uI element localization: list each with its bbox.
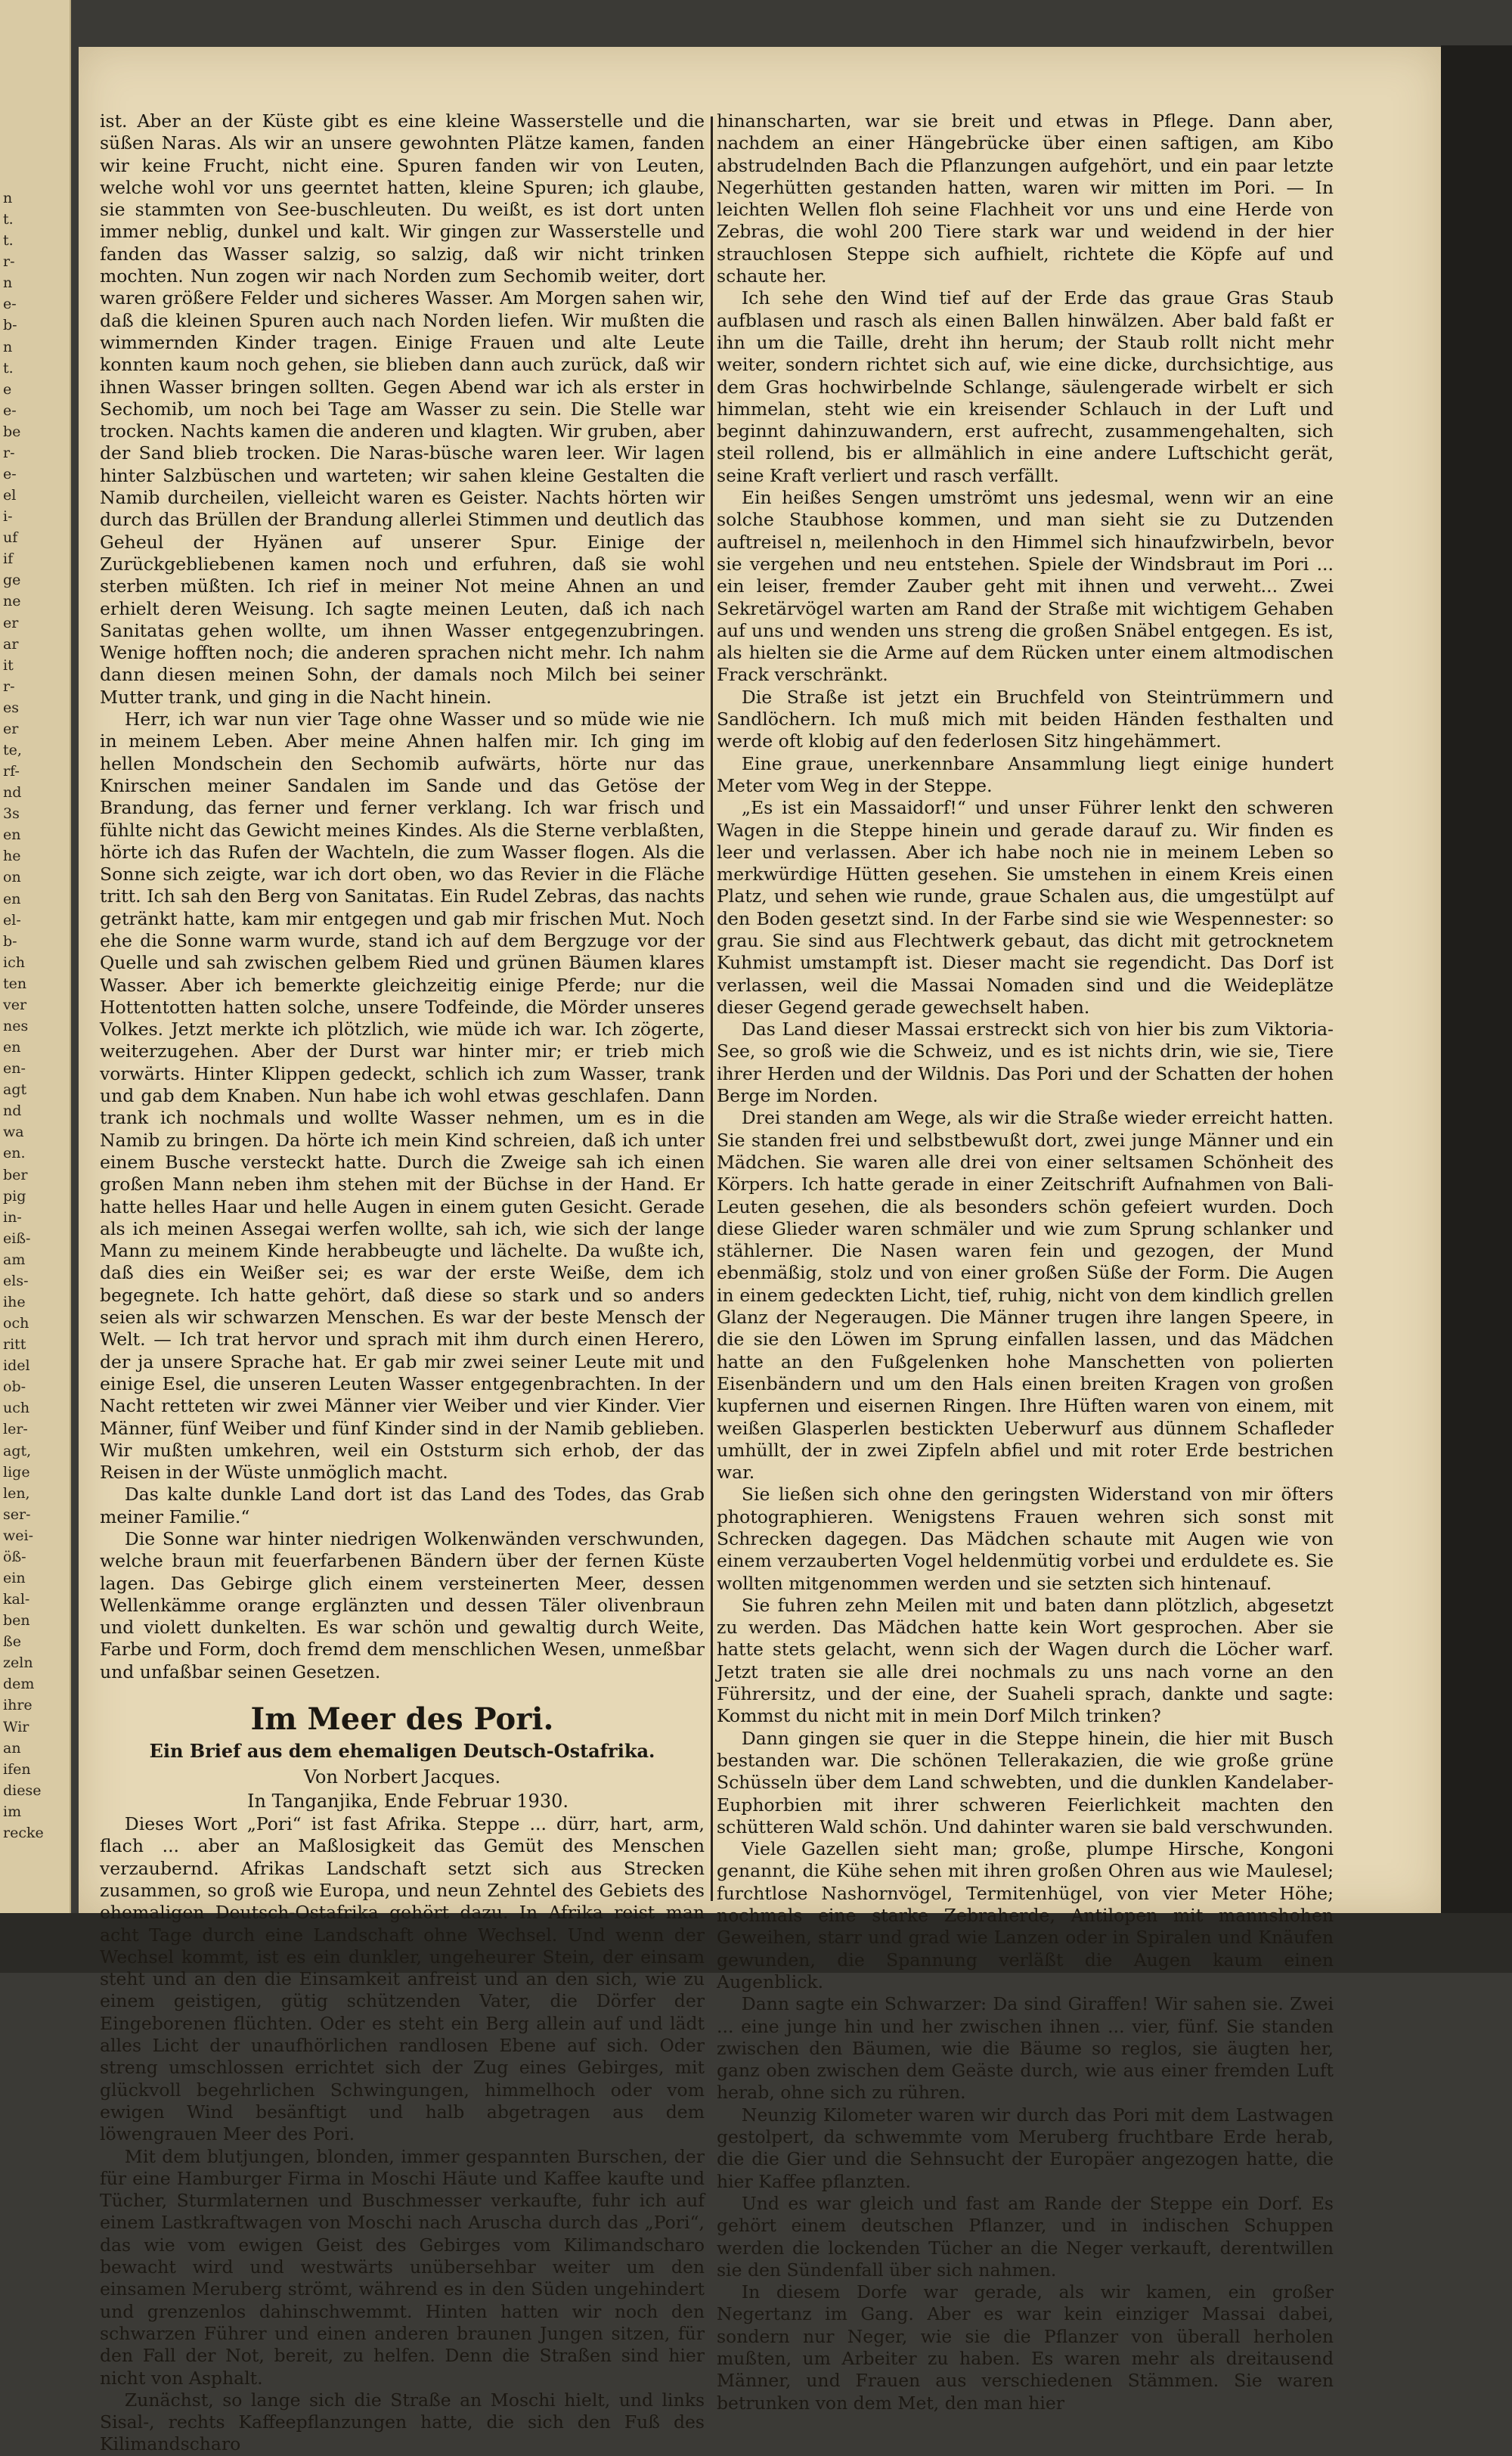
margin-fragment: ifen (3, 1760, 31, 1778)
margin-fragment: r- (3, 444, 15, 461)
paragraph: Herr, ich war nun vier Tage ohne Wasser und so müde wie nie in meinem Leben. Aber meine Ahnen halfen mir. Ich ging im hellen Mondschein den Sechomib aufwärts, hörte nur das Knirschen meiner Sandalen im Sande und das Getöse der Brandung, das ferner und ferner verklang. Ich war frisch und fühlte nicht das Gewicht meines Kindes. Als die Sterne verblaßten, hörte ich das Rufen der Wachteln, die zum Wasser flogen. Als die Sonne sich zeigte, war ich dort oben, wo das Revier in die Fläche tritt. Ich sah den Berg von Sanitatas. Ein Rudel Zebras, das nachts getränkt hatte, kam mir entgegen und gab mir frischen Mut. Noch ehe die Sonne warm wurde, stand ich auf dem Bergzuge vor der Quelle und sah zwischen gelbem Ried und grünen Bäumen klares Wasser. Aber ich bemerkte gleichzeitig einige Pferde; nur die Hottentotten hatten solche, unsere Todfeinde, die Mörder unseres Volkes. Jetzt merkte ich plötzlich, wie müde ich war. Ich zögerte, weiterzugehen. Aber der Durst war hinter mir; er trieb mich vorwärts. Hinter Klippen gedeckt, schlich ich zum Wasser, trank und gab dem Knaben. Nun habe ich wohl etwas geschlafen. Dann trank ich nochmals und wollte Wasser nehmen, um es in die Namib zu bringen. Da hörte ich mein Kind schreien, daß ich unter einem Busche versteckt hatte. Durch die Zweige sah ich einen großen Mann neben ihm stehen mit der Büchse in der Hand. Er hatte helles Haar und helle Augen in einem guten Gesicht. Gerade als ich meinen Assegai werfen wollte, sah ich, wie sich der lange Mann zu meinem Kinde herabbeugte und lächelte. Da wußte ich, daß dies ein Weißer sei; es war der erste Weiße, dem ich begegnete. Ich hatte gehört, daß diese so stark und so anders seien als wir schwarzen Menschen. Es war der beste Mensch der Welt. — Ich trat hervor und sprach mit ihm durch einen Herero, der ja unsere Sprache hat. Er gab mir zwei seiner Leute mit und einige Esel, die unseren Leuten Wasser entgegenbrachten. In der Nacht retteten wir zwei Männer vier Weiber und vier Kinder. Vier Männer, fünf Weiber und fünf Kinder sind in der Namib geblieben. Wir mußten umkehren, weil ein Oststurm sich erhob, der das Reisen in der Wüste unmöglich macht. (100, 709, 705, 1484)
margin-fragment: e- (3, 466, 17, 482)
previous-page-edge (0, 0, 71, 1973)
paragraph: Eine graue, unerkennbare Ansammlung liegt einige hundert Meter vom Weg in der Steppe. (717, 752, 1334, 796)
article-title: Im Meer des Pori. (250, 1701, 554, 1738)
margin-fragment: öß- (3, 1548, 26, 1565)
margin-fragment: eiß- (3, 1230, 31, 1247)
margin-fragment: agt (3, 1081, 27, 1099)
paragraph: hinanscharten, war sie breit und etwas in Pflege. Dann aber, nachdem an einer Hängebrücke über einen saftigen, am Kibo abstrudelnden Bach die Pflanzungen aufgehört, und ein paar letzte Negerhütten gestanden hatten, waren wir mitten im Pori. — In leichten Wellen floh seine Flachheit vor uns und eine Herde von Zebras, die wohl 200 Tiere stark war und weidend in der hier strauchlosen Steppe sich aufhielt, richtete die Köpfe auf und schaute her. (717, 110, 1334, 287)
margin-fragment: uch (3, 1400, 30, 1417)
margin-fragment: agt, (3, 1442, 32, 1459)
margin-fragment: e- (3, 402, 17, 419)
margin-fragment: nd (3, 1102, 22, 1120)
margin-fragment: ber (3, 1166, 28, 1183)
margin-fragment: t. (3, 232, 14, 250)
margin-fragment: ne (3, 593, 21, 610)
margin-fragment: en (3, 826, 21, 844)
margin-fragment: n (3, 274, 13, 292)
margin-fragment: zeln (3, 1654, 33, 1672)
margin-fragment: in- (3, 1208, 22, 1226)
margin-fragment: pig (3, 1187, 26, 1205)
margin-fragment: i- (3, 508, 13, 526)
article-dateline: In Tanganjika, Ende Februar 1930. (247, 1791, 569, 1813)
margin-fragment: t. (3, 359, 14, 377)
paragraph: Dann sagte ein Schwarzer: Da sind Giraffen! Wir sahen sie. Zwei ... eine junge hin und her zwischen ihnen ... vier, fünf. Sie standen zwischen den Bäumen, wie die Bäume so reglos, sie äugten her, ganz oben zwischen dem Geäste durch, wie aus einer fremden Luft herab, ohne sich zu rühren. (717, 1993, 1334, 2104)
paragraph: Dann gingen sie quer in die Steppe hinein, die hier mit Busch bestanden war. Die schönen Tellerakazien, die wie große grüne Schüsseln über dem Land schwebten, und die dunklen Kandelaber-Euphorbien mit ihrer schweren Feierlichkeit machten den schütteren Wald schön. Und dahinter waren sie bald verschwunden. (717, 1727, 1334, 1837)
margin-fragment: er (3, 614, 19, 631)
margin-fragment: ihe (3, 1294, 26, 1310)
paragraph: Mit dem blutjungen, blonden, immer gespannten Burschen, der für eine Hamburger Firma in Moschi Häute und Kaffee kaufte und Tücher, Sturmlaternen und Buschmesser verkaufte, fuhr ich auf einem Lastkraftwagen von Moschi nach Aruscha durch das „Pori“, das wie vom ewigen Geist des Gebirges vom Kilimandscharo bewacht wird und westwärts unübersehbar weiter um den einsamen Meruberg strömt, während es in den Süden ungehindert und grenzenlos dahinschwemmt. Hinten hatten wir noch den schwarzen Führer und einen anderen braunen Jungen sitzen, für den Fall der Not, bereit, zu helfen. Denn die Straßen sind hier nicht von Asphalt. (100, 2145, 705, 2389)
paragraph: Das kalte dunkle Land dort ist das Land des Todes, das Grab meiner Familie.“ (100, 1484, 705, 1527)
article-author: Von Norbert Jacques. (303, 1766, 501, 1788)
paragraph: Ein heißes Sengen umströmt uns jedesmal, wenn wir an eine solche Staubhose kommen, und man sieht sie zu Dutzenden auftreisel n, meilenhoch in den Himmel sich hinaufzwirbeln, bevor sie vergehen und neu entstehen. Spiele der Windsbraut im Pori ... ein leiser, fremder Zauber geht mit ihnen und verweht... Zwei Sekretärvögel warten am Rand der Straße mit wichtigem Gehaben auf uns und wenden uns streng die großen Snäbel entgegen. Es ist, als hielten sie die Arme auf dem Rücken unter einem altmodischen Frack verschränkt. (717, 487, 1334, 686)
paragraph: „Es ist ein Massaidorf!“ und unser Führer lenkt den schweren Wagen in die Steppe hinein und gerade darauf zu. Wir finden es leer und verlassen. Aber ich habe noch nie in meinem Leben so merkwürdige Hütten gesehen. Sie umstehen in einem Kreis einen Platz, und sehen wie runde, graue Schalen aus, die umgestülpt auf den Boden gesetzt sind. In der Farbe sind sie wie Wespennester: so grau. Sie sind aus Flechtwerk gebaut, das dicht mit getrocknetem Kuhmist umstampft ist. Dieser macht sie regendicht. Das Dorf ist verlassen, weil die Massai Nomaden sind und die Weideplätze dieser Gegend gerade gewechselt haben. (717, 797, 1334, 1018)
margin-fragment: te, (3, 742, 22, 758)
margin-fragment: ben (3, 1612, 30, 1630)
margin-fragment: e (3, 380, 12, 398)
margin-fragment: diese (3, 1782, 42, 1799)
margin-fragment: en (3, 890, 21, 907)
paragraph: Dieses Wort „Pori“ ist fast Afrika. Steppe ... dürr, hart, arm, flach ... aber an Maßlosigkeit das Gemüt des Menschen verzaubernd. Afrikas Landschaft setzt sich aus Strecken zusammen, so groß wie Europa, und neun Zehntel des Gebiets des ehemaligen Deutsch-Ostafrika gehört dazu. In Afrika reist man acht Tage durch eine Landschaft ohne Wechsel. Und wenn der Wechsel kommt, ist es ein dunkler, ungeheurer Stein, der einsam steht und an den die Einsamkeit anfreist und an den sich, wie zu einem geistigen, gütig schützenden Vater, die Dörfer der Eingeborenen flüchten. Oder es steht ein Berg allein auf und lädt alles Licht der unaufhörlichen randlosen Ebene auf sich. Oder streng umschlossen errichtet sich der Zug eines Gebirges, mit glückvoll begehrlichen Schwingungen, himmelhoch oder vom ewigen Wind besänftigt und halb abgetragen aus dem löwengrauen Meer des Pori. (100, 1813, 705, 2145)
margin-fragment: recke (3, 1824, 44, 1841)
margin-fragment: n (3, 338, 13, 355)
margin-fragment: ihre (3, 1697, 33, 1714)
article-header (100, 1700, 705, 1789)
margin-fragment: ten (3, 975, 27, 992)
paragraph: Drei standen am Wege, als wir die Straße wieder erreicht hatten. Sie standen frei und selbstbewußt dort, zwei junge Männer und ein Mädchen. Sie waren alle drei von einer seltsamen Schönheit des Körpers. Ich hatte gerade in einer Zeitschrift Aufnahmen von Bali-Leuten gesehen, die als besonders schön gefeiert wurden. Doch diese Glieder waren schmäler und wie zum Sprung schlanker und stählerner. Die Nasen waren fein und gezogen, der Mund ebenmäßig, stolz und von einer großen Süße der Form. Die Augen in einem gedeckten Licht, tief, ruhig, nicht von dem kindlich grellen Glanz der Negeraugen. Die Männer trugen ihre langen Speere, in die sie den Löwen im Sprung einfallen lassen, und das Mädchen hatte an den Fußgelenken hohe Manschetten von polierten Eisenbändern und um den Hals einen breiten Kragen von großen kupfernen und eisernen Ringen. Ihre Hüften waren von einem, mit weißen Glasperlen bestickten Ueberwurf aus dünnem Schafleder umhüllt, der in zwei Zipfeln abfiel und mit roter Erde bestrichen war. (717, 1107, 1334, 1484)
paragraph: Und es war gleich und fast am Rande der Steppe ein Dorf. Es gehört einem deutschen Pflanzer, und in indischen Schuppen werden die lockenden Tücher an die Neger verkauft, derentwillen sie den Sündenfall über sich nahmen. (717, 2192, 1334, 2281)
margin-fragment: els- (3, 1272, 29, 1289)
left-column (100, 110, 705, 2455)
margin-fragment: n (3, 190, 13, 206)
margin-fragment: b- (3, 317, 17, 334)
margin-fragment: ein (3, 1570, 26, 1586)
margin-fragment: wa (3, 1124, 24, 1141)
paragraph: Zunächst, so lange sich die Straße an Moschi hielt, und links Sisal-, rechts Kaffeepflanzungen hatte, die sich den Fuß des Kilimandscharo (100, 2389, 705, 2455)
margin-fragment: r- (3, 678, 15, 695)
margin-fragment: el- (3, 911, 21, 929)
margin-fragment: it (3, 656, 14, 674)
paragraph: Sie fuhren zehn Meilen mit und baten dann plötzlich, abgesetzt zu werden. Das Mädchen hatte kein Wort gesprochen. Aber sie hatte stets gelacht, wenn sich der Wagen durch die Löcher warf. Jetzt traten sie alle drei nochmals zu uns nach vorne an den Führersitz, und der eine, der Suaheli sprach, dankte und sagte: Kommst du nicht mit in mein Dorf Milch trinken? (717, 1594, 1334, 1727)
paragraph: Neunzig Kilometer waren wir durch das Pori mit dem Lastwagen gestolpert, da schwemmte vom Meruberg fruchtbare Erde herab, die die Gier und die Sehnsucht der Europäer angezogen hatte, die hier Kaffee pflanzten. (717, 2104, 1334, 2192)
margin-fragment: ser- (3, 1506, 31, 1523)
newspaper-page (79, 47, 1441, 2455)
margin-fragment: rf- (3, 763, 20, 780)
margin-fragment: idel (3, 1357, 30, 1375)
margin-fragment: er (3, 720, 19, 737)
margin-fragment: uf (3, 529, 18, 547)
margin-fragment: if (3, 550, 14, 568)
margin-fragment: lige (3, 1463, 30, 1481)
margin-fragment: en (3, 1039, 21, 1056)
margin-fragment: kal- (3, 1591, 30, 1608)
margin-fragment: an (3, 1739, 21, 1757)
margin-fragment: ar (3, 635, 19, 653)
margin-fragment: r- (3, 253, 15, 271)
margin-fragment: dem (3, 1676, 35, 1693)
margin-fragment: e- (3, 296, 17, 313)
margin-fragment: 3s (3, 805, 20, 823)
margin-fragment: ich (3, 954, 25, 971)
margin-fragment: b- (3, 932, 17, 950)
margin-fragment: ver (3, 996, 27, 1013)
paragraph: Das Land dieser Massai erstreckt sich von hier bis zum Viktoria-See, so groß wie die Schweiz, und es ist nichts drin, wie sie, Tiere ihrer Herden und der Wildnis. Das Pori und der Schatten der hohen Berge im Norden. (717, 1019, 1334, 1107)
margin-fragment: och (3, 1315, 29, 1332)
margin-fragment: Wir (3, 1718, 29, 1735)
margin-fragment: ler- (3, 1421, 28, 1438)
margin-fragment: ge (3, 572, 21, 589)
paragraph: ist. Aber an der Küste gibt es eine kleine Wasserstelle und die süßen Naras. Als wir an unsere gewohnten Plätze kamen, fanden wir keine Frucht, nicht eine. Spuren fanden wir von Leuten, welche wohl vor uns geerntet hatten, kleine Spuren; ich glaube, sie stammten von See-buschleuten. Du weißt, es ist dort unten immer neblig, dunkel und kalt. Wir gingen zur Wasserstelle und fanden das Wasser salzig, so salzig, daß wir nicht trinken mochten. Nun zogen wir nach Norden zum Sechomib weiter, dort waren größere Felder und sicheres Wasser. Am Morgen sahen wir, daß die kleinen Spuren auch nach Norden liefen. Wir mußten die wimmernden Kinder tragen. Einige Frauen und alte Leute konnten kaum noch gehen, sie blieben dann auch zurück, daß wir ihnen Wasser bringen sollten. Gegen Abend war ich als erster in Sechomib, um noch bei Tage am Wasser zu sein. Die Stelle war trocken. Nachts kamen die anderen und klagten. Wir gruben, aber der Sand blieb trocken. Die Naras-büsche waren leer. Wir lagen hinter Salzbüschen und warteten; wir sahen kleine Gestalten die Namib durcheilen, vielleicht waren es Geister. Nachts hörten wir durch das Brüllen der Brandung allerlei Stimmen und deutlich das Geheul der Hyänen auf unserer Spur. Einige der Zurückgebliebenen kamen noch und erfuhren, daß sie wohl sterben müßten. Ich rief in meiner Not meine Ahnen an und erhielt deren Weisung. Ich sagte meinen Leuten, daß ich nach Sanitatas gehen wollte, um ihnen Wasser entgegenzubringen. Wenige hofften noch; die anderen sprachen nicht mehr. Ich nahm dann diesen meinen Sohn, der damals noch Milch bei seiner Mutter trank, und ging in die Nacht hinein. (100, 110, 705, 708)
paragraph: Ich sehe den Wind tief auf der Erde das graue Gras Staub aufblasen und rasch als einen Ballen hinwälzen. Aber bald faßt er ihn um die Taille, dreht ihn herum; der Staub rollt nicht mehr weiter, sondern richtet sich auf, wie eine dicke, durchsichtige, aus dem Gras hochwirbelnde Schlange, säulengerade wirbelt er sich himmelan, steht wie ein kreisender Schlauch in der Luft und beginnt dahinzuwandern, erst aufrecht, zusammengehalten, sich steil rollend, bis er allmählich in eine andere Luftschicht gerät, seine Kraft verliert und rasch verfällt. (717, 287, 1334, 486)
paragraph: Die Sonne war hinter niedrigen Wolkenwänden verschwunden, welche braun mit feuerfarbenen Bändern über der fernen Küste lagen. Das Gebirge glich einem versteinerten Meer, dessen Wellenkämme orange erglänzten und dessen Täler olivenbraun und violett dunkelten. Es war schön und gewaltig durch Weite, Farbe und Form, doch fremd dem menschlichen Wesen, unmeßbar und unfaßbar seinen Gesetzen. (100, 1528, 705, 1682)
margin-fragment: wei- (3, 1527, 34, 1544)
paragraph: Die Straße ist jetzt ein Bruchfeld von Steintrümmern und Sandlöchern. Ich muß mich mit beiden Händen festhalten und werde oft klobig auf den federlosen Sitz hingehämmert. (717, 686, 1334, 752)
margin-fragment: ob- (3, 1378, 26, 1396)
margin-fragment: nes (3, 1018, 29, 1034)
margin-fragment: en- (3, 1060, 26, 1078)
margin-fragment: he (3, 848, 21, 865)
paragraph: In diesem Dorfe war gerade, als wir kamen, ein großer Negertanz im Gang. Aber es war kein einziger Massai dabei, sondern nur Neger, wie sie die Pflanzer von überall herholen mußten, um Arbeiter zu haben. Es waren mehr als dreitausend Männer, und Frauen aus verschiedenen Stämmen. Sie waren betrunken von dem Met, den man hier (717, 2281, 1334, 2414)
margin-fragment: am (3, 1251, 26, 1268)
margin-fragment: es (3, 699, 19, 716)
margin-fragment: be (3, 423, 21, 440)
column-divider (711, 116, 713, 1901)
margin-fragment: el (3, 487, 17, 504)
margin-fragment: im (3, 1803, 22, 1820)
right-column (717, 110, 1334, 2414)
margin-fragment: on (3, 869, 21, 886)
margin-fragment: ße (3, 1633, 21, 1651)
paragraph: Viele Gazellen sieht man; große, plumpe Hirsche, Kongoni genannt, die Kühe sehen mit ihren großen Ohren aus wie Maulesel; furchtlose Nashornvögel, Termitenhügel, von vier Meter Höhe; nochmals eine starke Zebraherde, Antilopen mit mannshohen Geweihen, starr und grad wie Lanzen oder in Spiralen und Knäufen gewunden, die Spannung verläßt die Augen kaum einen Augenblick. (717, 1838, 1334, 1992)
binding-shadow (1441, 45, 1512, 1921)
margin-fragment: nd (3, 784, 22, 802)
article-subtitle: Ein Brief aus dem ehemaligen Deutsch-Ostafrika. (149, 1740, 655, 1763)
margin-fragment: len, (3, 1484, 30, 1502)
paragraph: Sie ließen sich ohne den geringsten Widerstand von mir öfters photographieren. Wenigstens Frauen wehren sich sonst mit Schrecken dagegen. Das Mädchen schaute mit Augen wie von einem verzauberten Vogel heldenmütig vorbei und erduldete es. Sie wollten mitgenommen werden und sie setzten sich hintenauf. (717, 1484, 1334, 1594)
margin-fragment: en. (3, 1145, 26, 1162)
margin-fragment: ritt (3, 1336, 26, 1354)
margin-fragment: t. (3, 211, 14, 228)
